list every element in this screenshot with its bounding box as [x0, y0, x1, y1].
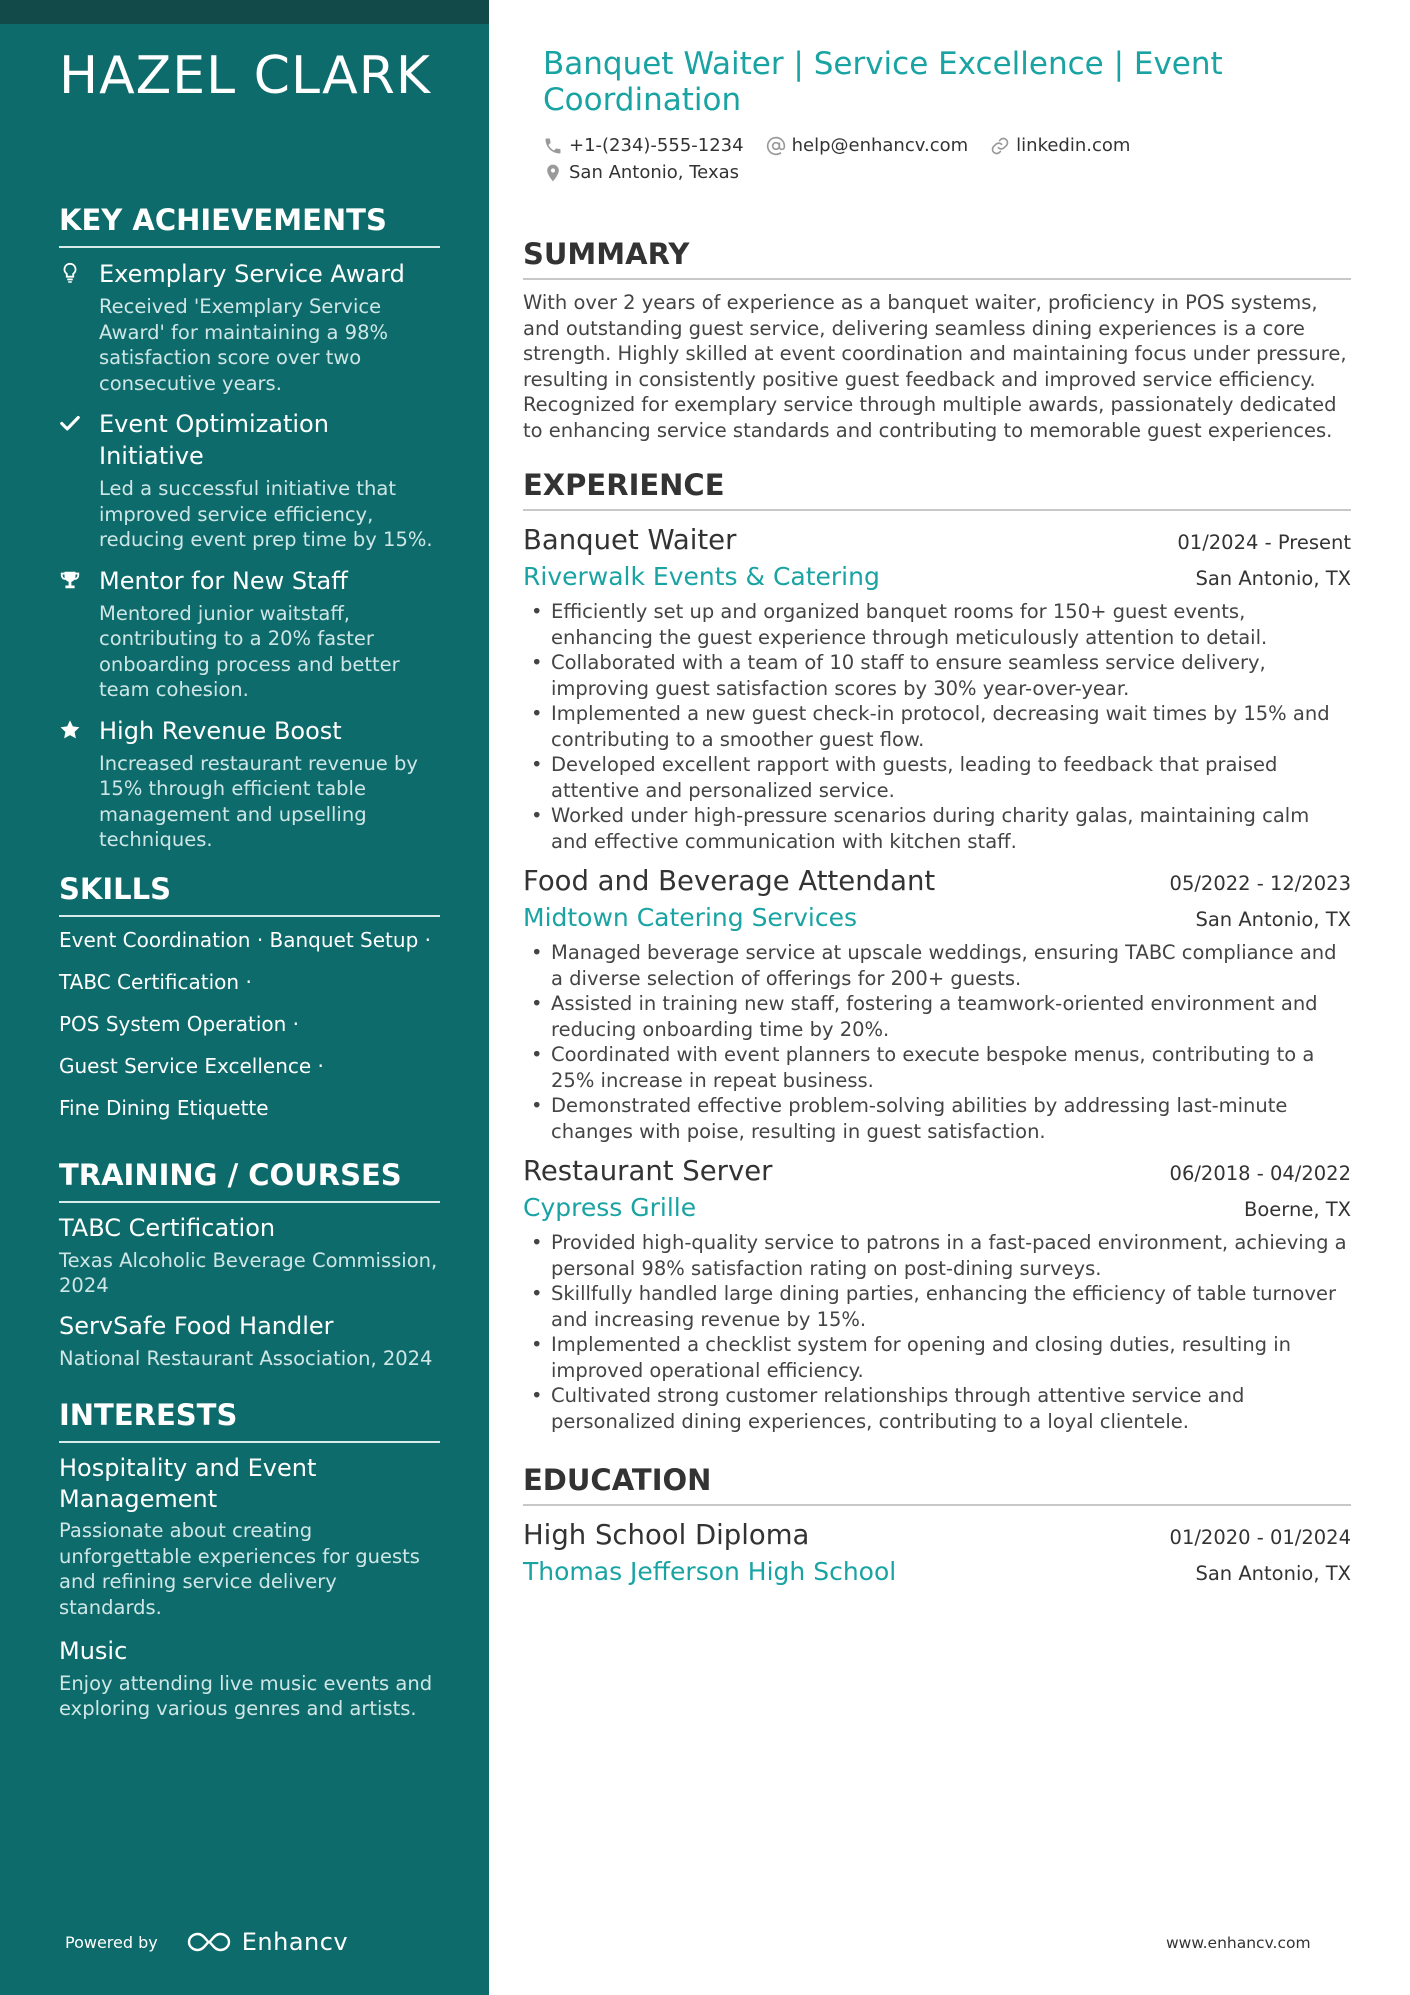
experience-section	[523, 467, 1351, 1434]
job-subheader	[523, 1190, 1351, 1226]
sidebar	[0, 0, 489, 1995]
lightbulb-icon	[59, 262, 81, 284]
course-item	[59, 1213, 440, 1299]
job-dates: 05/2022 - 12/2023	[1169, 872, 1351, 895]
summary-text: With over 2 years of experience as a banquet waiter, proficiency in POS systems, and outstanding guest service, delivering seamless dining experiences is a core strength. Highly skilled at event coordination and maintaining focus under pressure, resulting in consistently positive guest feedback and improved service efficiency. Recognized for exemplary service through multiple awards, passionately dedicated to enhancing service standards and contributing to memorable guest experiences.	[523, 291, 1347, 442]
summary-heading: SUMMARY	[523, 236, 1351, 280]
course-item	[59, 1311, 440, 1372]
education-degree: High School Diploma	[523, 1519, 810, 1551]
interest-description: Passionate about creating unforgettable experiences for guests and refining service delivery standards.	[59, 1519, 420, 1619]
achievement-item	[59, 715, 440, 853]
checkmark-icon	[59, 412, 81, 434]
infinity-logo-icon	[186, 1930, 232, 1954]
achievements-heading: KEY ACHIEVEMENTS	[59, 202, 440, 248]
enhancv-brand: Enhancv	[241, 1928, 349, 1956]
location-text: San Antonio, Texas	[569, 162, 739, 183]
job-bullet: • Collaborated with a team of 10 staff to ensure seamless service delivery, improving guest satisfaction scores by 30% year-over-year.	[523, 650, 1351, 701]
job-bullet: • Demonstrated effective problem-solving abilities by addressing last-minute changes with poise, resulting in guest satisfaction.	[523, 1093, 1351, 1144]
skill-item: Event Coordination · Banquet Setup ·	[59, 927, 431, 952]
job-company: Riverwalk Events & Catering	[523, 562, 880, 591]
education-dates: 01/2020 - 01/2024	[1169, 1526, 1351, 1549]
job-header	[523, 521, 1351, 559]
job-entry	[523, 1152, 1351, 1434]
experience-heading: EXPERIENCE	[523, 467, 1351, 511]
contact-row	[543, 132, 1351, 159]
achievement-title: High Revenue Boost	[99, 716, 342, 745]
powered-by-label: Powered by	[65, 1932, 158, 1952]
job-bullet: • Implemented a checklist system for opening and closing duties, resulting in improved operational efficiency.	[523, 1332, 1351, 1383]
sidebar-content	[59, 46, 440, 1738]
interests-section	[59, 1397, 440, 1722]
job-bullet: • Developed excellent rapport with guests, leading to feedback that praised attentive and personalized service.	[523, 752, 1351, 803]
achievement-title: Exemplary Service Award	[99, 260, 405, 288]
education-entry	[523, 1516, 1351, 1590]
sidebar-top-bar	[0, 0, 489, 24]
main-content	[523, 46, 1351, 1598]
education-location: San Antonio, TX	[1195, 1562, 1351, 1585]
interest-item	[59, 1636, 440, 1722]
job-subheader	[523, 559, 1351, 595]
footer-url[interactable]: www.enhancv.com	[1166, 1934, 1311, 1952]
star-icon	[59, 719, 81, 741]
trophy-icon	[59, 569, 81, 591]
candidate-name: HAZEL CLARK	[59, 46, 431, 106]
enhancv-logo[interactable]	[186, 1928, 348, 1956]
job-bullet: • Worked under high-pressure scenarios during charity galas, maintaining calm and effective communication with kitchen staff.	[523, 803, 1351, 854]
achievement-description: Increased restaurant revenue by 15% through efficient table management and upselling techniques.	[99, 751, 418, 851]
job-bullet: • Skillfully handled large dining parties, enhancing the efficiency of table turnover and increasing revenue by 15%.	[523, 1281, 1351, 1332]
interest-item	[59, 1453, 440, 1620]
job-bullet: • Assisted in training new staff, fostering a teamwork-oriented environment and reducing onboarding time by 20%.	[523, 991, 1351, 1042]
education-subheader	[523, 1554, 1351, 1590]
contact-info	[543, 132, 1351, 186]
job-location: San Antonio, TX	[1195, 908, 1351, 931]
job-bullet: • Managed beverage service at upscale weddings, ensuring TABC compliance and a diverse selection of offerings for 200+ guests.	[523, 940, 1351, 991]
job-bullet: • Efficiently set up and organized banquet rooms for 150+ guest events, enhancing the guest experience through meticulously attention to detail.	[523, 599, 1351, 650]
job-bullet: • Coordinated with event planners to execute bespoke menus, contributing to a 25% increase in repeat business.	[523, 1042, 1351, 1093]
achievement-description: Led a successful initiative that improved service efficiency, reducing event prep time by 15%.	[99, 477, 433, 551]
course-description: National Restaurant Association, 2024	[59, 1346, 433, 1370]
training-section	[59, 1157, 440, 1372]
education-section	[523, 1462, 1351, 1590]
summary-section	[523, 236, 1351, 443]
job-company: Midtown Catering Services	[523, 903, 857, 932]
job-dates: 06/2018 - 04/2022	[1169, 1162, 1351, 1185]
job-title: Food and Beverage Attendant	[523, 865, 936, 897]
job-header	[523, 1152, 1351, 1190]
job-bullets	[523, 599, 1351, 854]
job-header	[523, 862, 1351, 900]
job-title: Restaurant Server	[523, 1155, 773, 1187]
achievement-item	[59, 565, 440, 703]
job-dates: 01/2024 - Present	[1177, 531, 1351, 554]
course-title: ServSafe Food Handler	[59, 1311, 334, 1340]
interest-description: Enjoy attending live music events and exploring various genres and artists.	[59, 1671, 433, 1720]
job-entry	[523, 521, 1351, 854]
link-icon	[990, 136, 1010, 156]
at-sign-icon	[766, 136, 786, 156]
skill-item: TABC Certification ·	[59, 969, 252, 994]
phone-text: +1-(234)-555-1234	[569, 135, 744, 156]
job-bullets	[523, 1230, 1351, 1434]
contact-phone[interactable]	[543, 135, 744, 156]
achievements-section	[59, 202, 440, 853]
achievement-item	[59, 258, 440, 396]
job-bullet: • Cultivated strong customer relationships through attentive service and personalized dining experiences, contributing to a loyal clientele.	[523, 1383, 1351, 1434]
interests-heading: INTERESTS	[59, 1397, 440, 1443]
education-header	[523, 1516, 1351, 1554]
job-bullets	[523, 940, 1351, 1144]
achievement-description: Received 'Exemplary Service Award' for maintaining a 98% satisfaction score over two consecutive years.	[99, 295, 389, 395]
education-heading: EDUCATION	[523, 1462, 1351, 1506]
phone-icon	[543, 136, 563, 156]
interest-title: Hospitality and Event Management	[59, 1454, 317, 1513]
achievement-item	[59, 408, 440, 553]
skills-section	[59, 871, 440, 1121]
location-pin-icon	[543, 163, 563, 183]
training-heading: TRAINING / COURSES	[59, 1157, 440, 1203]
job-subheader	[523, 900, 1351, 936]
headline: Banquet Waiter | Service Excellence | Event Coordination	[543, 46, 1223, 118]
course-title: TABC Certification	[59, 1213, 276, 1242]
achievement-description: Mentored junior waitstaff, contributing to a 20% faster onboarding process and better team cohesion.	[99, 601, 400, 701]
interest-title: Music	[59, 1637, 128, 1665]
achievement-title: Mentor for New Staff	[99, 566, 348, 595]
education-school: Thomas Jefferson High School	[523, 1557, 897, 1586]
powered-by	[65, 1928, 348, 1956]
skill-item: Guest Service Excellence ·	[59, 1053, 324, 1078]
job-entry	[523, 862, 1351, 1144]
job-title: Banquet Waiter	[523, 524, 737, 556]
job-location: San Antonio, TX	[1195, 567, 1351, 590]
contact-linkedin[interactable]	[990, 135, 1130, 156]
contact-location	[543, 162, 739, 183]
achievement-title: Event Optimization Initiative	[99, 410, 329, 470]
skills-heading: SKILLS	[59, 871, 440, 917]
skill-item: POS System Operation ·	[59, 1011, 300, 1036]
course-description: Texas Alcoholic Beverage Commission, 2024	[59, 1248, 438, 1297]
email-text: help@enhancv.com	[791, 135, 969, 156]
skill-item: Fine Dining Etiquette	[59, 1095, 269, 1120]
job-bullet: • Provided high-quality service to patrons in a fast-paced environment, achieving a personal 98% satisfaction rating on post-dining surveys.	[523, 1230, 1351, 1281]
contact-email[interactable]	[766, 135, 969, 156]
linkedin-text: linkedin.com	[1016, 135, 1131, 156]
contact-row	[543, 159, 1351, 186]
job-company: Cypress Grille	[523, 1193, 697, 1222]
job-location: Boerne, TX	[1243, 1198, 1351, 1221]
job-bullet: • Implemented a new guest check-in protocol, decreasing wait times by 15% and contributing to a smoother guest flow.	[523, 701, 1351, 752]
